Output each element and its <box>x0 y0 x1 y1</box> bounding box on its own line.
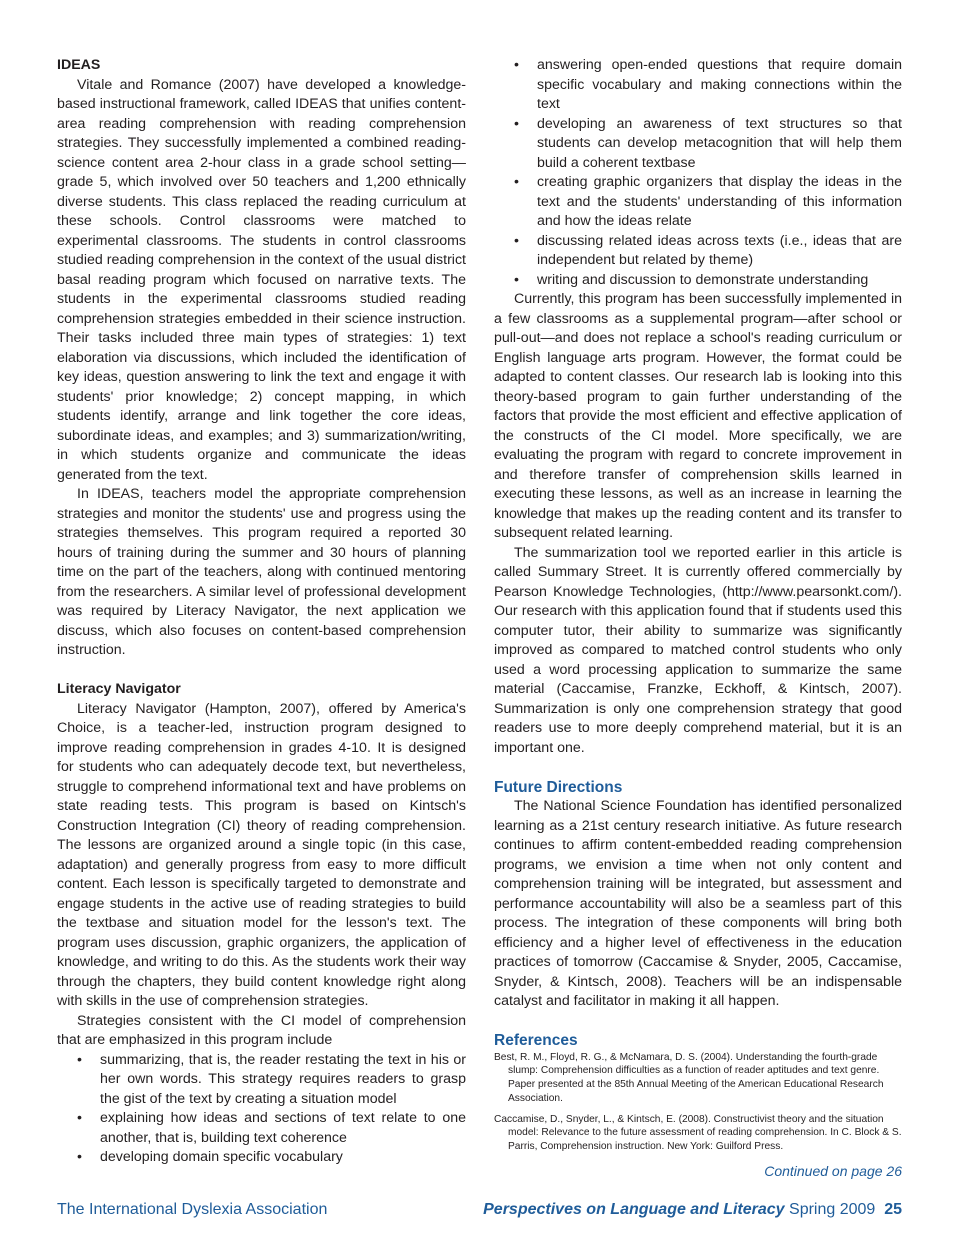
summary-street-paragraph: The summarization tool we reported earlier in this article is called Summary Street. It is currently offered commercially by Pearson Knowledge Technologies, (http://www.pearsonkt.com/). Our research with this application found that if students used this computer tutor, their ability to summarize was significantly improved as compared to matched control students who only used a word processing application to summarize the same material (Caccamise, Franzke, Eckhoff, & Kintsch, 2007). Summarization is only one comprehension strategy that good readers use to more deeply comprehend material, but it is an important one. <box>494 544 902 756</box>
list-item: • explaining how ideas and sections of text relate to one another, that is, building text coherence <box>77 1110 466 1146</box>
right-bullet-list <box>494 56 902 290</box>
ideas-paragraph-2: In IDEAS, teachers model the appropriate comprehension strategies and monitor the students' use and progress using the strategies themselves. This program required a reported 30 hours of training during the summer and 30 hours of planning time on the part of the teachers, along with continued mentoring from the researchers. A similar level of professional development was required by Literacy Navigator, the next application we discuss, which also focuses on content-based comprehension instruction. <box>57 486 466 658</box>
list-item: • answering open-ended questions that require domain specific vocabulary and making connections within the text <box>514 57 902 112</box>
literacy-navigator-heading: Literacy Navigator <box>57 681 181 697</box>
reference-item: Caccamise, D., Snyder, L., & Kintsch, E. (2008). Constructivist theory and the situation model: Relevance to the future assessment of reading comprehension. In C. Block & S. Parris, Comprehension instruction. New York: Guilford Press. <box>494 1113 902 1153</box>
literacy-navigator-paragraph-1: Literacy Navigator (Hampton, 2007), offered by America's Choice, is a teacher-led, instruction program designed to improve reading comprehension in grades 4-10. It is designed for students who can adequately decode text, but nevertheless, struggle to comprehend informational text and have problems on state reading tests. This program is based on Kintsch's Construction Integration (CI) theory of reading comprehension. The lessons are organized around a single topic (in this case, adaptation) and generally progress from easy to more difficult content. Each lesson is specifically targeted to demonstrate and engage students in the active use of reading strategies to build the textbase and situation model for the lesson's text. The program uses discussion, graphic organizers, the application of knowledge, and writing to do this. As the students work their way through the chapters, they build content knowledge right along with skills in the use of comprehension strategies. <box>57 700 466 1009</box>
ideas-paragraph-1: Vitale and Romance (2007) have developed a knowledge-based instructional framework, called IDEAS that unifies content-area reading comprehension with reading comprehension strategies. They successfully implemented a combined reading-science content area 2-hour class in a grade school setting—grade 5, which involved over 50 teachers and 1,200 ethnically diverse students. This class replaced the reading curriculum at these schools. Control classrooms were matched to experimental classrooms. The students in control classrooms studied reading comprehension in the context of the usual district basal reading program which focused on narrative texts. The students in the experimental classrooms studied reading comprehension strategies embedded in their science instruction. Their tasks included three main types of strategies: 1) text elaboration via discussions, which included the identification of key ideas, question answering to link the text and engage it with students' prior knowledge; 2) concept mapping, in which students identify, arrange and link together the core ideas, subordinate ideas, and examples; and 3) summarization/writing, in which students organize and communicate the ideas generated from the text. <box>57 76 466 483</box>
current-program-paragraph: Currently, this program has been successfully implemented in a few classrooms as a supplemental program—after school or pull-out—and does not replace a school's reading curriculum or English language arts program. However, the format could be adapted to content classes. Our research lab is looking into this theory-based program to gain further understanding of the factors that provide the most efficient and effective application of the constructs of the CI model. More specifically, we are evaluating the program with regard to concrete improvement in and therefore transfer of comprehension skills learned in executing these lessons, as well as an increase in learning the knowledge that makes up the reading content and its transfer to subsequent related learning. <box>494 291 902 541</box>
list-item: • developing an awareness of text structures so that students can develop metacognition that will help them build a coherent textbase <box>514 115 902 171</box>
list-item: • creating graphic organizers that display the ideas in the text and the students' understanding of this information and how the ideas relate <box>514 174 902 229</box>
list-item: • discussing related ideas across texts (i.e., ideas that are independent but related by theme) <box>514 232 902 268</box>
left-column <box>57 56 466 1168</box>
future-directions-paragraph: The National Science Foundation has identified personalized learning as a 21st century research initiative. As future research continues to affirm content-embedded reading comprehension programs, we envision a time when not only content and comprehension training will be integrated, but assessment and performance accountability will also be a seamless part of this process. The integration of these components will bring both efficiency and a higher level of effectiveness in the education practices of tomorrow (Caccamise & Snyder, 2005, Caccamise, Snyder, & Kintsch, 2008). Teachers will be an indispensable catalyst and facilitator in making it all happen. <box>494 798 902 1009</box>
reference-item: Best, R. M., Floyd, R. G., & McNamara, D. S. (2004). Understanding the fourth-grade slump: Comprehension difficulties as a function of reader aptitudes and text genre. Paper presented at the 85th Annual Meeting of the American Educational Research Association. <box>494 1051 884 1104</box>
right-column <box>494 56 902 1182</box>
journal-title: Perspectives on Language and Literacy <box>483 1201 785 1218</box>
future-directions-heading: Future Directions <box>494 778 623 796</box>
footer-organization: The International Dyslexia Association <box>57 1201 328 1218</box>
journal-issue: Spring 2009 <box>789 1201 876 1218</box>
list-item: • developing domain specific vocabulary <box>77 1149 343 1165</box>
page-number: 25 <box>884 1201 902 1218</box>
references-list <box>494 1051 902 1155</box>
list-item: • writing and discussion to demonstrate understanding <box>514 271 869 288</box>
references-heading: References <box>494 1032 578 1049</box>
continued-link[interactable]: Continued on page 26 <box>764 1163 902 1180</box>
left-bullet-list <box>57 1051 466 1168</box>
footer-journal <box>483 1201 902 1219</box>
ideas-heading: IDEAS <box>57 57 101 73</box>
list-item: • summarizing, that is, the reader restating the text in his or her own words. This strategy requires readers to grasp the gist of the text by creating a situation model <box>77 1051 466 1107</box>
literacy-navigator-paragraph-2: Strategies consistent with the CI model of comprehension that are emphasized in this program include <box>57 1012 466 1048</box>
